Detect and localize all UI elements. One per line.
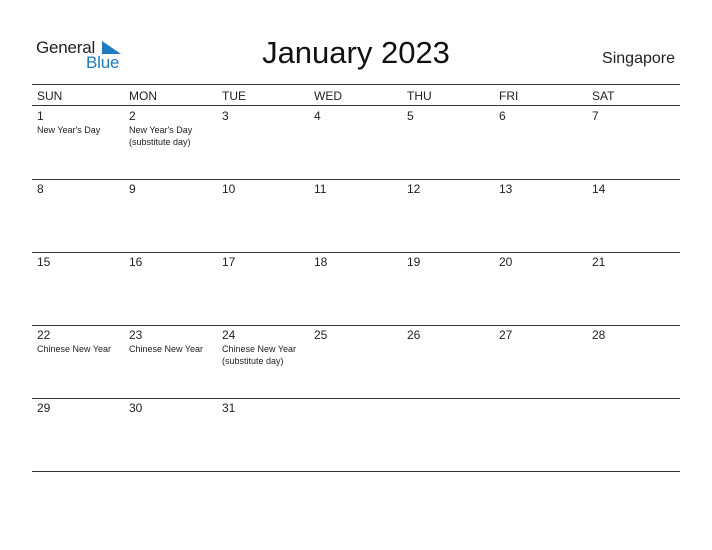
day-cell xyxy=(592,182,682,250)
weekday-tue: TUE xyxy=(222,89,246,103)
day-number: 27 xyxy=(499,328,513,342)
day-cell xyxy=(129,328,219,396)
holiday-label: New Year's Day (substitute day) xyxy=(129,125,193,147)
day-cell xyxy=(499,109,589,177)
day-number: 14 xyxy=(592,182,606,196)
day-cell xyxy=(129,109,219,177)
day-cell xyxy=(37,255,127,323)
weekday-thu: THU xyxy=(407,89,432,103)
weekday-header xyxy=(32,84,680,106)
day-cell xyxy=(37,401,127,469)
day-number: 24 xyxy=(222,328,236,342)
day-cell xyxy=(314,328,404,396)
day-number: 12 xyxy=(407,182,421,196)
day-cell xyxy=(129,255,219,323)
day-cell xyxy=(499,182,589,250)
month-calendar xyxy=(32,84,680,474)
day-cell xyxy=(592,109,682,177)
day-number: 2 xyxy=(129,109,136,123)
day-cell xyxy=(314,182,404,250)
day-number: 9 xyxy=(129,182,136,196)
day-number: 26 xyxy=(407,328,421,342)
week-row xyxy=(32,180,680,253)
week-row xyxy=(32,253,680,326)
day-number: 30 xyxy=(129,401,143,415)
day-number: 15 xyxy=(37,255,51,269)
day-cell xyxy=(129,401,219,469)
country-label: Singapore xyxy=(602,50,675,67)
holiday-label: New Year's Day xyxy=(37,125,101,135)
day-cell xyxy=(407,328,497,396)
day-number: 13 xyxy=(499,182,513,196)
day-cell xyxy=(314,109,404,177)
day-number: 8 xyxy=(37,182,44,196)
day-cell xyxy=(407,255,497,323)
day-cell xyxy=(222,328,312,396)
weekday-sat: SAT xyxy=(592,89,615,103)
logo-blue-text: Blue xyxy=(86,53,120,72)
weekday-sun: SUN xyxy=(37,89,63,103)
day-cell xyxy=(592,328,682,396)
holiday-label: Chinese New Year xyxy=(37,344,112,354)
day-cell xyxy=(222,109,312,177)
day-cell-empty xyxy=(499,401,589,469)
weekday-mon: MON xyxy=(129,89,157,103)
day-cell xyxy=(499,255,589,323)
day-number: 7 xyxy=(592,109,599,123)
day-number: 25 xyxy=(314,328,328,342)
day-number: 10 xyxy=(222,182,236,196)
day-number: 6 xyxy=(499,109,506,123)
day-number: 21 xyxy=(592,255,606,269)
holiday-label: Chinese New Year (substitute day) xyxy=(222,344,297,366)
day-cell xyxy=(407,109,497,177)
day-cell xyxy=(592,255,682,323)
day-number: 5 xyxy=(407,109,414,123)
day-cell xyxy=(222,255,312,323)
day-cell xyxy=(37,328,127,396)
day-cell xyxy=(37,109,127,177)
day-number: 20 xyxy=(499,255,513,269)
day-number: 16 xyxy=(129,255,143,269)
day-cell xyxy=(499,328,589,396)
day-number: 1 xyxy=(37,109,44,123)
day-cell-empty xyxy=(592,401,682,469)
day-number: 11 xyxy=(314,182,327,196)
day-cell-empty xyxy=(407,401,497,469)
day-number: 18 xyxy=(314,255,328,269)
day-cell xyxy=(407,182,497,250)
day-cell xyxy=(314,255,404,323)
week-row xyxy=(32,107,680,180)
weekday-fri: FRI xyxy=(499,89,519,103)
day-number: 23 xyxy=(129,328,143,342)
day-cell xyxy=(129,182,219,250)
day-number: 31 xyxy=(222,401,236,415)
weekday-wed: WED xyxy=(314,89,342,103)
day-cell xyxy=(37,182,127,250)
day-number: 3 xyxy=(222,109,229,123)
holiday-label: Chinese New Year xyxy=(129,344,204,354)
week-row xyxy=(32,326,680,399)
day-number: 19 xyxy=(407,255,421,269)
day-number: 29 xyxy=(37,401,51,415)
day-number: 4 xyxy=(314,109,321,123)
day-number: 17 xyxy=(222,255,236,269)
day-cell-empty xyxy=(314,401,404,469)
day-cell xyxy=(222,401,312,469)
day-number: 28 xyxy=(592,328,606,342)
day-cell xyxy=(222,182,312,250)
day-number: 22 xyxy=(37,328,51,342)
page-title: January 2023 xyxy=(262,35,450,70)
week-row xyxy=(32,399,680,472)
logo-general-text: General xyxy=(36,38,96,57)
